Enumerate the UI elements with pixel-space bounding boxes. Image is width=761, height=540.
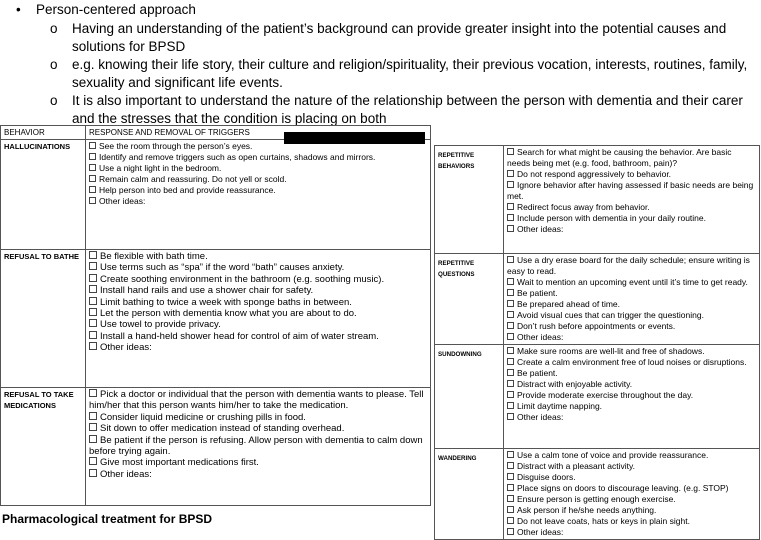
checkbox-icon xyxy=(89,251,97,259)
bullet-text: Person-centered approach xyxy=(36,2,196,17)
checkbox-icon xyxy=(89,331,97,339)
checkbox-icon xyxy=(507,451,514,458)
list-item: Ensure person is getting enough exercise. xyxy=(507,494,756,505)
checkbox-icon xyxy=(507,402,514,409)
list-item: Let the person with dementia know what you are about to do. xyxy=(89,308,427,319)
list-item: Install a hand-held shower head for control of aim of water stream. xyxy=(89,331,427,342)
checkbox-icon xyxy=(507,391,514,398)
behavior-label: REFUSAL TO BATHE xyxy=(1,250,86,388)
list-item: Create a calm environment free of loud noises or disruptions. xyxy=(507,357,756,368)
list-item: Distract with enjoyable activity. xyxy=(507,379,756,390)
behavior-label: HALLUCINATIONS xyxy=(1,140,86,250)
checkbox-icon xyxy=(507,278,514,285)
checkbox-icon xyxy=(507,413,514,420)
checkbox-icon xyxy=(89,319,97,327)
list-item: Use a dry erase board for the daily schedule; ensure writing is easy to read. xyxy=(507,255,750,276)
checkbox-icon xyxy=(507,203,514,210)
checkbox-icon xyxy=(89,197,96,204)
checkbox-icon xyxy=(507,358,514,365)
section-heading: Pharmacological treatment for BPSD xyxy=(2,512,213,526)
checkbox-icon xyxy=(507,256,514,263)
circle-bullet-icon: o xyxy=(50,93,58,108)
response-list xyxy=(86,140,431,250)
list-item: Other ideas: xyxy=(89,342,427,353)
checkbox-icon xyxy=(89,262,97,270)
behavior-label: SUNDOWNING xyxy=(435,345,504,449)
checkbox-icon xyxy=(89,285,97,293)
list-item: Help person into bed and provide reassurance. xyxy=(89,185,427,196)
list-item: Other ideas: xyxy=(89,196,427,207)
checkbox-icon xyxy=(89,389,97,397)
list-item: Ignore behavior after having assessed if basic needs are being met. xyxy=(507,180,754,201)
checkbox-icon xyxy=(507,214,514,221)
list-item: Disguise doors. xyxy=(507,472,756,483)
list-item: Be patient. xyxy=(507,288,756,299)
behavior-label: REFUSAL TO TAKE MEDICATIONS xyxy=(1,388,86,506)
checkbox-icon xyxy=(507,289,514,296)
behavior-label: WANDERING xyxy=(435,449,504,540)
list-item: Be patient. xyxy=(507,368,756,379)
checkbox-icon xyxy=(89,142,96,149)
list-item: Pick a doctor or individual that the person with dementia wants to please. Tell him/her that this person wants him/her to take the medication. xyxy=(89,389,424,412)
list-item: Install hand rails and use a shower chair for safety. xyxy=(89,285,427,296)
checkbox-icon xyxy=(507,369,514,376)
checkbox-icon xyxy=(507,322,514,329)
sub-bullet-text: It is also important to understand the nature of the relationship between the person with dementia and their carer and the stresses that the condition is placing on both xyxy=(72,93,743,126)
list-item: Wait to mention an upcoming event until it’s time to get ready. xyxy=(507,277,756,288)
list-item: Be prepared ahead of time. xyxy=(507,299,756,310)
checkbox-icon xyxy=(507,495,514,502)
checkbox-icon xyxy=(89,175,96,182)
list-item: Sit down to offer medication instead of standing overhead. xyxy=(89,423,427,434)
table-row-refusal-to-take-medications xyxy=(1,388,431,506)
checkbox-icon xyxy=(89,308,97,316)
list-item: Limit daytime napping. xyxy=(507,401,756,412)
checkbox-icon xyxy=(89,274,97,282)
checkbox-icon xyxy=(89,435,97,443)
checkbox-icon xyxy=(507,380,514,387)
checkbox-icon xyxy=(89,412,97,420)
checkbox-icon xyxy=(507,300,514,307)
checkbox-icon xyxy=(507,506,514,513)
checkbox-icon xyxy=(89,297,97,305)
list-item: Use a calm tone of voice and provide reassurance. xyxy=(507,450,756,461)
list-item: Redirect focus away from behavior. xyxy=(507,202,756,213)
checkbox-icon xyxy=(507,473,514,480)
table-row-refusal-to-bathe xyxy=(1,250,431,388)
circle-bullet-icon: o xyxy=(50,57,58,72)
checkbox-icon xyxy=(89,186,96,193)
circle-bullet-icon: o xyxy=(50,21,58,36)
checkbox-icon xyxy=(89,457,97,465)
checkbox-icon xyxy=(89,469,97,477)
table-row-sundowning xyxy=(435,345,760,449)
bullet-icon: • xyxy=(16,2,21,17)
sub-bullet-text: Having an understanding of the patient’s background can provide greater insight into the potential causes and solutions for BPSD xyxy=(72,21,727,54)
behavior-table-left xyxy=(0,125,431,506)
checkbox-icon xyxy=(507,517,514,524)
checkbox-icon xyxy=(507,528,514,535)
checkbox-icon xyxy=(507,225,514,232)
list-item: Other ideas: xyxy=(507,527,756,538)
checkbox-icon xyxy=(507,484,514,491)
list-item: Do not respond aggressively to behavior. xyxy=(507,169,756,180)
behavior-table-right xyxy=(434,145,760,540)
list-item: Search for what might be causing the behavior. Are basic needs being met (e.g. food, bathroom, pain)? xyxy=(507,147,732,168)
response-list xyxy=(504,254,760,345)
list-item: Other ideas: xyxy=(89,469,427,480)
table-row-repetitive-questions xyxy=(435,254,760,345)
list-item: Do not leave coats, hats or keys in plain sight. xyxy=(507,516,756,527)
list-item: Other ideas: xyxy=(507,412,756,423)
checkbox-icon xyxy=(507,347,514,354)
response-list xyxy=(86,250,431,388)
list-item: Avoid visual cues that can trigger the questioning. xyxy=(507,310,756,321)
list-item: Remain calm and reassuring. Do not yell or scold. xyxy=(89,174,427,185)
checkbox-icon xyxy=(507,170,514,177)
list-item: Identify and remove triggers such as open curtains, shadows and mirrors. xyxy=(89,152,427,163)
response-list xyxy=(86,388,431,506)
checkbox-icon xyxy=(507,148,514,155)
checkbox-icon xyxy=(89,342,97,350)
behavior-label: REPETITIVE BEHAVIORS xyxy=(435,146,504,254)
checkbox-icon xyxy=(507,181,514,188)
list-item: Be flexible with bath time. xyxy=(89,251,427,262)
checkbox-icon xyxy=(89,423,97,431)
list-item: Provide moderate exercise throughout the day. xyxy=(507,390,756,401)
list-item: Create soothing environment in the bathroom (e.g. soothing music). xyxy=(89,274,427,285)
list-item: Other ideas: xyxy=(507,332,756,343)
sub-bullet-text: e.g. knowing their life story, their culture and religion/spirituality, their previous vocation, interests, routines, family, sexuality and significant life events. xyxy=(72,57,748,90)
response-list xyxy=(504,146,760,254)
list-item: Consider liquid medicine or crushing pills in food. xyxy=(89,412,427,423)
list-item: Distract with a pleasant activity. xyxy=(507,461,756,472)
list-item: Don’t rush before appointments or events. xyxy=(507,321,756,332)
checkbox-icon xyxy=(507,311,514,318)
checkbox-icon xyxy=(507,462,514,469)
response-list xyxy=(504,345,760,449)
checkbox-icon xyxy=(89,153,96,160)
list-item: Use terms such as “spa” if the word “bath” causes anxiety. xyxy=(89,262,427,273)
list-item: Make sure rooms are well-lit and free of shadows. xyxy=(507,346,756,357)
list-item: Place signs on doors to discourage leaving. (e.g. STOP) xyxy=(507,483,756,494)
table-row-hallucinations xyxy=(1,140,431,250)
list-item: See the room through the person’s eyes. xyxy=(89,141,427,152)
list-item: Be patient if the person is refusing. Allow person with dementia to calm down before trying again. xyxy=(89,434,423,458)
list-item: Include person with dementia in your daily routine. xyxy=(507,213,756,224)
list-item: Use towel to provide privacy. xyxy=(89,319,427,330)
checkbox-icon xyxy=(507,333,514,340)
list-item: Other ideas: xyxy=(507,224,756,235)
behavior-label: REPETITIVE QUESTIONS xyxy=(435,254,504,345)
table-row-repetitive-behaviors xyxy=(435,146,760,254)
list-item: Ask person if he/she needs anything. xyxy=(507,505,756,516)
list-item: Limit bathing to twice a week with sponge baths in between. xyxy=(89,297,427,308)
list-item: Give most important medications first. xyxy=(89,457,427,468)
checkbox-icon xyxy=(89,164,96,171)
redaction-bar xyxy=(284,132,425,144)
list-item: Use a night light in the bedroom. xyxy=(89,163,427,174)
header-behavior: BEHAVIOR xyxy=(1,126,86,140)
header-response: RESPONSE AND REMOVAL OF TRIGGERS xyxy=(86,126,431,140)
